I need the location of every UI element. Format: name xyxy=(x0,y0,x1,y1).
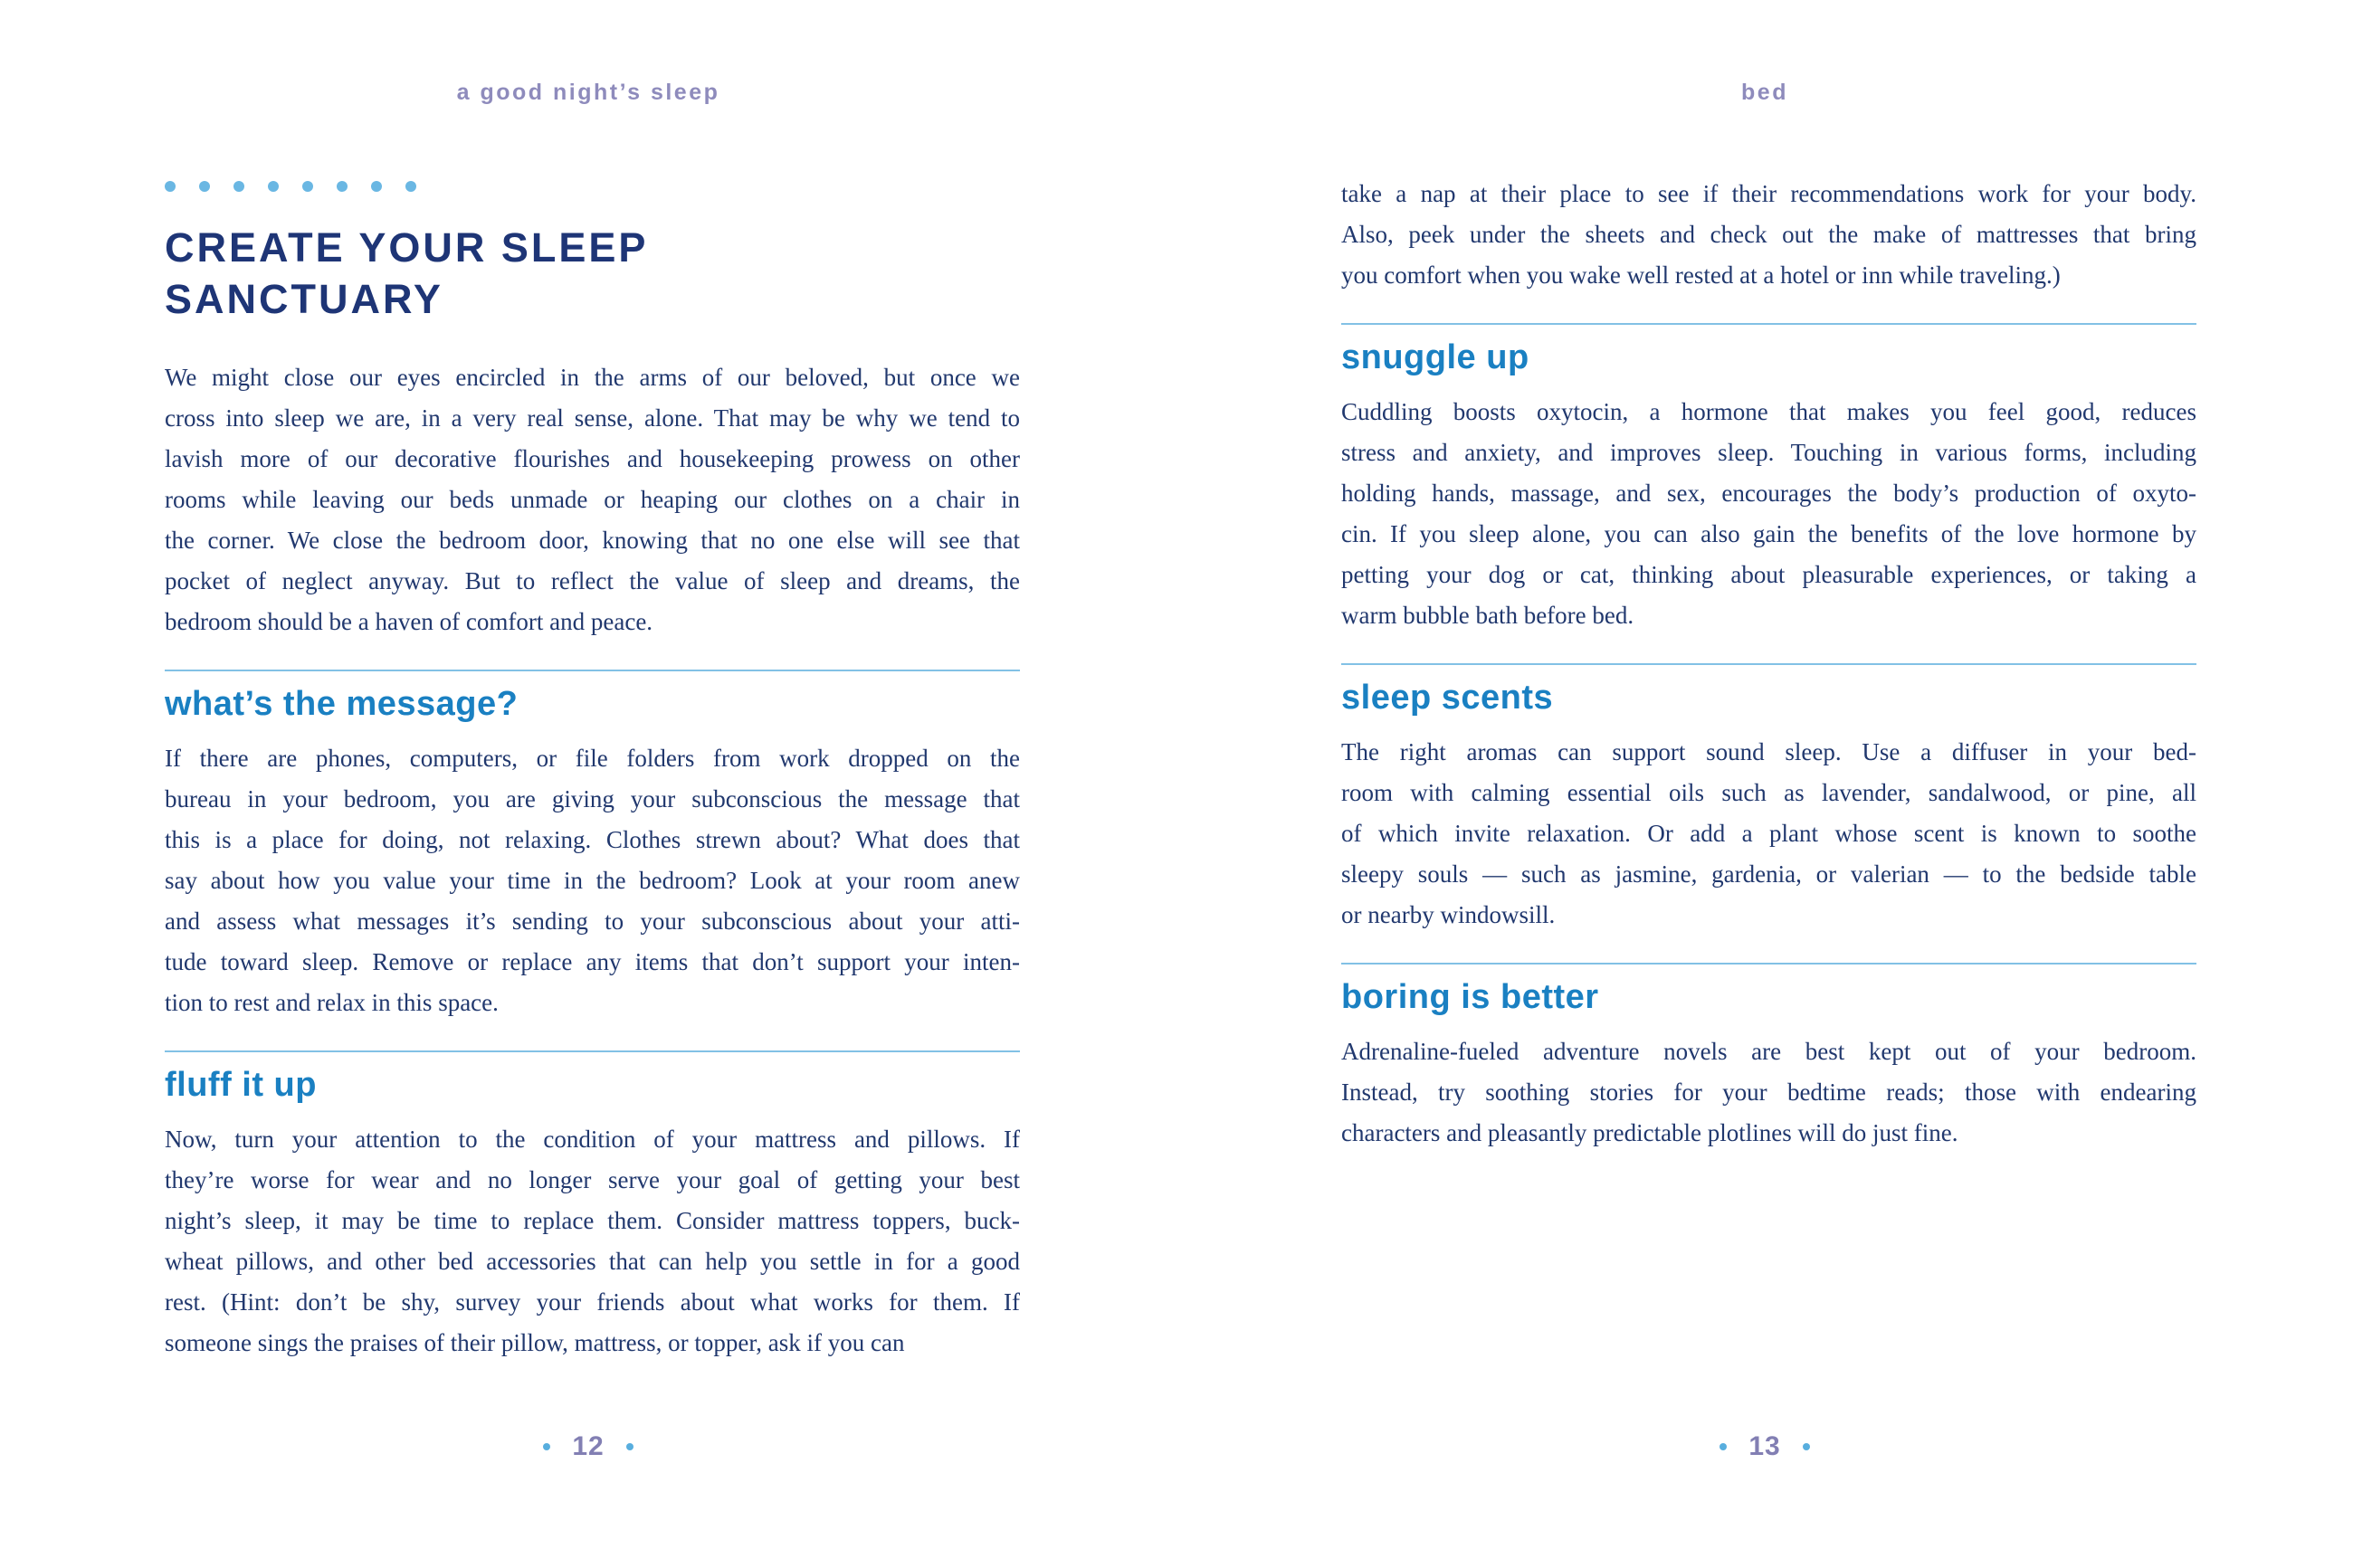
section-heading: snuggle up xyxy=(1341,338,1529,376)
text-line: room with calming essential oils such as lavender, sandalwood, or pine, all xyxy=(1341,779,2196,806)
section-divider xyxy=(1341,663,2196,665)
text-line: or nearby windowsill. xyxy=(1341,901,1556,928)
text-line: Adrenaline-fueled adventure novels are best kept out of your bedroom. xyxy=(1341,1038,2196,1065)
section-divider xyxy=(1341,323,2196,325)
chapter-title xyxy=(165,222,1020,325)
page-number: 12 xyxy=(572,1431,605,1461)
section-heading: what’s the message? xyxy=(165,685,519,723)
section-body-paragraph xyxy=(165,1119,1020,1364)
text-line: Instead, try soothing stories for your bedtime reads; those with endearing xyxy=(1341,1079,2196,1106)
section-heading: fluff it up xyxy=(165,1066,317,1104)
text-line: Now, turn your attention to the condition of your mattress and pillows. If xyxy=(165,1126,1020,1153)
page-left xyxy=(0,0,1176,1568)
continuation-paragraph xyxy=(1341,174,2196,296)
footer-dot-icon xyxy=(1803,1443,1810,1450)
chapter-dot-icon xyxy=(268,181,279,192)
right-sections xyxy=(1341,323,2196,1154)
footer-dot-icon xyxy=(1720,1443,1727,1450)
text-line: Also, peek under the sheets and check out the make of mattresses that bring xyxy=(1341,221,2196,248)
text-line: CREATE YOUR SLEEP xyxy=(165,224,649,271)
running-head-right: bed xyxy=(1741,80,1788,105)
text-line: characters and pleasantly predictable plotlines will do just fine. xyxy=(1341,1119,1958,1146)
chapter-dots xyxy=(165,181,1020,192)
page-right xyxy=(1176,0,2353,1568)
section-body-paragraph xyxy=(1341,1031,2196,1154)
chapter-dot-icon xyxy=(405,181,416,192)
right-page-content xyxy=(1341,0,2196,1154)
text-line: this is a place for doing, not relaxing. Clothes strewn about? What does that xyxy=(165,826,1020,853)
section-heading: boring is better xyxy=(1341,978,1599,1016)
text-line: night’s sleep, it may be time to replace them. Consider mattress toppers, buck- xyxy=(165,1207,1020,1234)
text-line: bureau in your bedroom, you are giving your subconscious the message that xyxy=(165,785,1020,813)
text-line: The right aromas can support sound sleep. Use a diffuser in your bed- xyxy=(1341,738,2196,765)
chapter-intro-paragraph xyxy=(165,357,1020,642)
page-footer-left xyxy=(0,1431,1176,1462)
text-line: bedroom should be a haven of comfort and peace. xyxy=(165,608,653,635)
text-line: petting your dog or cat, thinking about pleasurable experiences, or taking a xyxy=(1341,561,2196,588)
text-line: cross into sleep we are, in a very real sense, alone. That may be why we tend to xyxy=(165,404,1020,432)
text-line: sleepy souls — such as jasmine, gardenia, or valerian — to the bedside table xyxy=(1341,860,2196,888)
text-line: If there are phones, computers, or file folders from work dropped on the xyxy=(165,745,1020,772)
section-sleep-scents xyxy=(1341,663,2196,936)
section-body-paragraph xyxy=(165,738,1020,1023)
text-line: tude toward sleep. Remove or replace any items that don’t support your inten- xyxy=(165,948,1020,975)
left-sections xyxy=(165,670,1020,1364)
text-line: lavish more of our decorative flourishes and housekeeping prowess on other xyxy=(165,445,1020,472)
section-divider xyxy=(1341,963,2196,965)
text-line: you comfort when you wake well rested at a hotel or inn while traveling.) xyxy=(1341,261,2061,289)
text-line: they’re worse for wear and no longer serve your goal of getting your best xyxy=(165,1166,1020,1193)
chapter-dot-icon xyxy=(371,181,382,192)
text-line: tion to rest and relax in this space. xyxy=(165,989,499,1016)
text-line: rooms while leaving our beds unmade or heaping our clothes on a chair in xyxy=(165,486,1020,513)
text-line: SANCTUARY xyxy=(165,276,443,322)
footer-dot-icon xyxy=(626,1443,634,1450)
chapter-dot-icon xyxy=(233,181,244,192)
text-line: wheat pillows, and other bed accessories that can help you settle in for a good xyxy=(165,1248,1020,1275)
page-number: 13 xyxy=(1748,1431,1781,1461)
section-heading: sleep scents xyxy=(1341,679,1554,717)
chapter-dot-icon xyxy=(199,181,210,192)
text-line: say about how you value your time in the bedroom? Look at your room anew xyxy=(165,867,1020,894)
text-line: cin. If you sleep alone, you can also gain the benefits of the love hormone by xyxy=(1341,520,2196,547)
text-line: of which invite relaxation. Or add a plant whose scent is known to soothe xyxy=(1341,820,2196,847)
section-fluff-it-up xyxy=(165,1050,1020,1364)
text-line: We might close our eyes encircled in the arms of our beloved, but once we xyxy=(165,364,1020,391)
section-body-paragraph xyxy=(1341,732,2196,936)
section-divider xyxy=(165,1050,1020,1052)
section-what-s-the-message xyxy=(165,670,1020,1023)
text-line: holding hands, massage, and sex, encourages the body’s production of oxyto- xyxy=(1341,480,2196,507)
section-snuggle-up xyxy=(1341,323,2196,636)
section-divider xyxy=(165,670,1020,671)
text-line: pocket of neglect anyway. But to reflect the value of sleep and dreams, the xyxy=(165,567,1020,594)
text-line: Cuddling boosts oxytocin, a hormone that makes you feel good, reduces xyxy=(1341,398,2196,425)
chapter-dot-icon xyxy=(337,181,348,192)
text-line: someone sings the praises of their pillow, mattress, or topper, ask if you can xyxy=(165,1329,905,1356)
text-line: and assess what messages it’s sending to your subconscious about your atti- xyxy=(165,908,1020,935)
chapter-dot-icon xyxy=(165,181,176,192)
chapter-dot-icon xyxy=(302,181,313,192)
page-footer-right xyxy=(1176,1431,2353,1462)
section-body-paragraph xyxy=(1341,392,2196,636)
text-line: warm bubble bath before bed. xyxy=(1341,602,1634,629)
text-line: stress and anxiety, and improves sleep. Touching in various forms, including xyxy=(1341,439,2196,466)
section-boring-is-better xyxy=(1341,963,2196,1154)
text-line: take a nap at their place to see if their recommendations work for your body. xyxy=(1341,180,2196,207)
running-head-left: a good night’s sleep xyxy=(456,80,720,105)
text-line: rest. (Hint: don’t be shy, survey your friends about what works for them. If xyxy=(165,1288,1020,1316)
left-page-content xyxy=(165,0,1020,1364)
footer-dot-icon xyxy=(543,1443,550,1450)
text-line: the corner. We close the bedroom door, knowing that no one else will see that xyxy=(165,527,1020,554)
